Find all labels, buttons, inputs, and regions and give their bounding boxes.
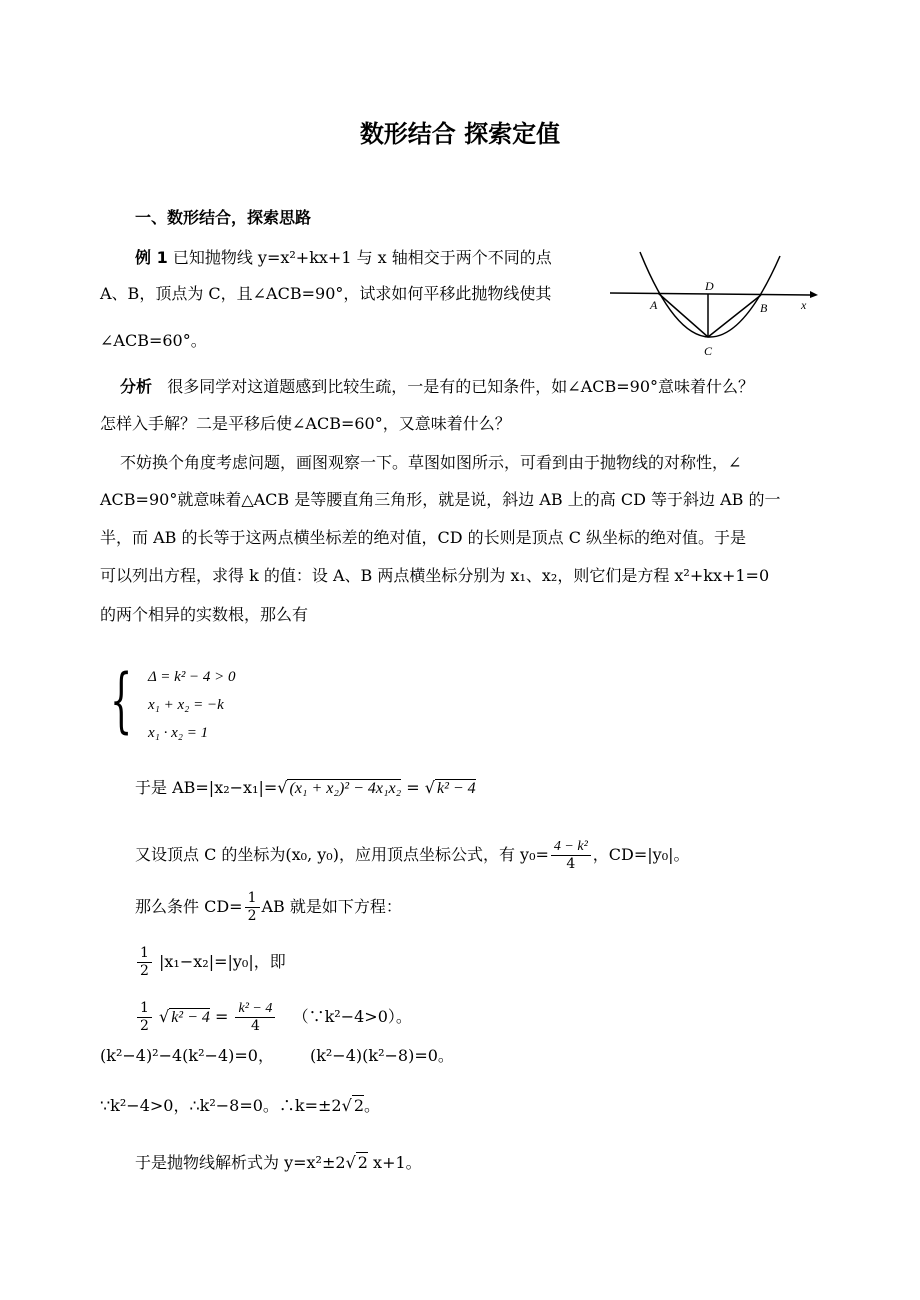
equation-2: $\frac{1}{2}$ √ k² − 4 = $\frac{\text{k² − 4}}{4}$ （∵k²−4>0）。 [135,1000,412,1035]
example-line-1 [135,248,552,268]
eq4-prefix: ∵k²−4>0，∴k²−8=0。∴k=±2 [100,1096,342,1115]
analysis-line-1 [120,377,754,397]
fraction [235,1000,275,1035]
para-line: ACB=90°就意味着△ACB 是等腰直角三角形，就是说，斜边 AB 上的高 CD 等于斜边 AB 的一 [100,490,781,509]
eq3-part-b: (k²−4)(k²−8)=0。 [309,1046,454,1065]
system-eq-1: Δ = k² − 4 > 0 [148,669,236,685]
label-d: D [705,279,714,293]
ab-prefix: 于是 AB=|x₂−x₁|= [135,778,278,797]
final-answer: 于是抛物线解析式为 y=x²±2√ 2 x+1。 [135,1153,422,1172]
sqrt-term: k² − 4 [436,780,476,797]
final-suffix: x+1。 [373,1153,422,1172]
label-c: C [704,344,713,358]
example-line-2: A、B，顶点为 C，且∠ACB=90°，试求如何平移此抛物线使其 [100,284,552,303]
fraction [551,838,591,873]
denominator: 2 [140,1018,149,1034]
page-title: 数形结合 探索定值 [359,120,561,148]
final-prefix: 于是抛物线解析式为 y=x²±2 [135,1153,346,1172]
equation-3 [100,1046,454,1066]
para-line: 的两个相异的实数根，那么有 [100,605,309,624]
analysis-line-2: 怎样入手解？二是平移后使∠ACB=60°，又意味着什么？ [100,414,511,433]
eq1-text: |x₁−x₂|=|y₀|，即 [159,952,286,971]
system-eq-2: x₁ + x₂ = −k [148,697,224,713]
ab-formula: 于是 AB=|x₂−x₁|=√ (x₁ + x₂)² − 4x₁x₂ = √ k² − 4 [135,778,476,797]
denominator: 4 [566,856,576,872]
system-eq-3: x₁ · x₂ = 1 [148,725,209,741]
para-line: 半，而 AB 的长等于这两点横坐标差的绝对值，CD 的长则是顶点 C 纵坐标的绝对值。于是 [100,528,747,547]
vertex-formula [135,838,690,873]
example-text: 已知抛物线 y=x²+kx+1 与 x 轴相交于两个不同的点 [172,248,552,267]
eq4-suffix: 。 [364,1096,381,1115]
sqrt-term: 2 [353,1096,365,1115]
section-heading: 一、数形结合，探索思路 [135,208,312,227]
denominator: 2 [247,908,257,924]
sqrt-term: (x₁ + x₂)² − 4x₁x₂ [289,780,402,797]
fraction [137,945,152,980]
eq2-suffix: （∵k²−4>0）。 [292,1007,412,1026]
vertex-suffix: ，CD=|y₀|。 [592,845,690,864]
cond-suffix: AB 就是如下方程： [261,897,402,916]
numerator: 1 [137,945,152,963]
numerator: 1 [245,890,260,908]
equation-4: ∵k²−4>0，∴k²−8=0。∴k=±2√ 2。 [100,1096,381,1115]
numerator: 4 − k² [551,838,591,856]
sqrt-term: 2 [357,1153,368,1172]
x-axis [610,293,810,295]
system-brace: { [110,659,133,741]
cond-prefix: 那么条件 CD= [135,897,243,916]
equation-1 [135,945,286,980]
condition-line [135,890,402,925]
label-b: B [760,301,768,315]
axis-arrow-icon [810,291,818,298]
analysis-label: 分析 [120,377,153,396]
label-a: A [650,298,658,312]
label-x: x [801,298,807,312]
example-line-3: ∠ACB=60°。 [100,331,207,350]
vertex-prefix: 又设顶点 C 的坐标为(x₀, y₀)，应用顶点坐标公式，有 y₀= [135,845,549,864]
para-line: 可以列出方程，求得 k 的值：设 A、B 两点横坐标分别为 x₁、x₂，则它们是方程 x²+kx+1=0 [100,566,770,585]
equals: = [209,1007,234,1026]
para-line: 不妨换个角度考虑问题，画图观察一下。草图如图所示，可看到由于抛物线的对称性，∠ [120,453,742,472]
equals: = [401,778,425,797]
numerator: 1 [137,1000,152,1018]
numerator: k² − 4 [235,1000,275,1018]
sqrt-term: k² − 4 [171,1009,210,1026]
parabola-figure [600,240,830,360]
analysis-text: 很多同学对这道题感到比较生疏，一是有的已知条件，如∠ACB=90°意味着什么？ [167,377,755,396]
eq3-part-a: (k²−4)²−4(k²−4)=0， [100,1046,274,1065]
fraction [245,890,260,925]
example-label: 例 1 [135,248,168,267]
denominator: 4 [250,1018,260,1034]
fraction [137,1000,152,1035]
denominator: 2 [140,963,149,979]
